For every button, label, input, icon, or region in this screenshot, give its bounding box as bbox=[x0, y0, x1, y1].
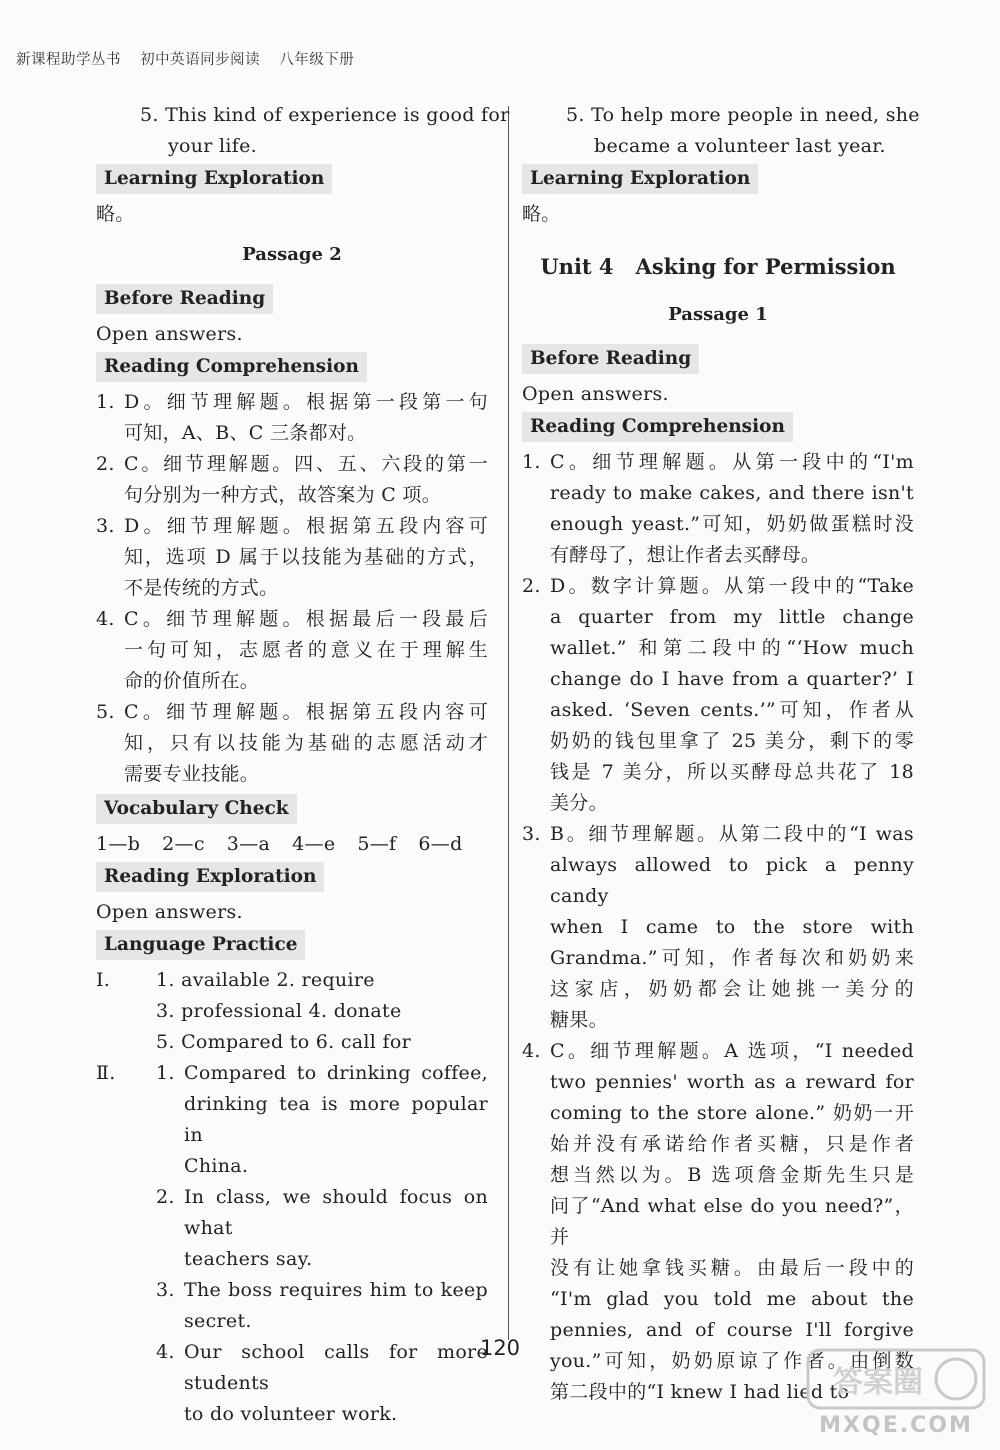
left-rc-line: C。细节理解题。四、五、六段的第一 bbox=[124, 453, 488, 475]
passage-title: Passage 2 bbox=[242, 244, 342, 265]
learning-exploration-text: 略。 bbox=[96, 203, 135, 225]
right-rc-line: enough yeast.”可知，奶奶做蛋糕时没 bbox=[550, 513, 914, 535]
left-rc-line: 不是传统的方式。 bbox=[124, 577, 279, 599]
lp-II-number: 3. bbox=[156, 1279, 175, 1301]
right-rc-body bbox=[550, 819, 914, 1036]
lp-II-number: 4. bbox=[156, 1341, 175, 1363]
column-divider bbox=[508, 106, 509, 1340]
lp-I-row bbox=[96, 965, 488, 996]
lp-I-row bbox=[96, 996, 488, 1027]
reading-comprehension-answers bbox=[96, 387, 488, 790]
lp-II-number: 1. bbox=[156, 1062, 175, 1084]
lp-I-text: 3. professional 4. donate bbox=[156, 1000, 402, 1022]
lp-II-line: teachers say. bbox=[184, 1248, 313, 1270]
before-reading-text: Open answers. bbox=[522, 383, 669, 405]
left-rc-line: 句分别为一种方式，故答案为 C 项。 bbox=[124, 484, 442, 506]
vocab-answer: 2—c bbox=[162, 833, 205, 855]
right-rc-line: coming to the store alone.” 奶奶一开 bbox=[550, 1102, 914, 1124]
lp-II-body bbox=[184, 1182, 488, 1275]
right-rc-number: 3. bbox=[522, 823, 541, 845]
unit-heading bbox=[522, 250, 914, 284]
lp-II-line: to do volunteer work. bbox=[184, 1403, 398, 1425]
left-rc-item bbox=[96, 449, 488, 511]
right-rc-line: always allowed to pick a penny candy bbox=[550, 854, 914, 907]
right-column bbox=[522, 100, 920, 1408]
left-rc-line: C。细节理解题。根据第五段内容可 bbox=[124, 701, 488, 723]
right-rc-line: you.”可知，奶奶原谅了作者。由倒数 bbox=[550, 1350, 914, 1372]
right-rc-item bbox=[522, 571, 914, 819]
right-rc-line: wallet.” 和第二段中的“‘How much bbox=[550, 637, 914, 659]
right-rc-line: when I came to the store with bbox=[550, 916, 914, 938]
right-rc-line: 糖果。 bbox=[550, 1009, 608, 1031]
left-rc-item bbox=[96, 511, 488, 604]
language-practice-label: Language Practice bbox=[96, 930, 305, 960]
reading-exploration-label: Reading Exploration bbox=[96, 862, 324, 892]
right-rc-line: “I'm glad you told me about the bbox=[550, 1288, 914, 1310]
right-rc-line: change do I have from a quarter?’ I bbox=[550, 668, 914, 690]
learning-exploration-label: Learning Exploration bbox=[96, 164, 332, 194]
before-reading-label: Before Reading bbox=[522, 344, 699, 374]
vocab-answer: 4—e bbox=[292, 833, 336, 855]
lp-I-text: 5. Compared to 6. call for bbox=[156, 1031, 411, 1053]
watermark-text: 答案圈 bbox=[833, 1365, 923, 1400]
left-rc-body bbox=[124, 511, 488, 604]
right-rc-number: 1. bbox=[522, 451, 541, 473]
right-rc-number: 2. bbox=[522, 575, 541, 597]
right-rc-line: 第二段中的“I knew I had lied to bbox=[550, 1381, 850, 1403]
right-rc-number: 4. bbox=[522, 1040, 541, 1062]
right-rc-line: C。细节理解题。A 选项，“I needed bbox=[550, 1040, 914, 1062]
left-rc-line: 知，选项 D 属于以技能为基础的方式， bbox=[124, 546, 488, 568]
left-rc-line: D。细节理解题。根据第五段内容可 bbox=[124, 515, 488, 537]
left-rc-item bbox=[96, 604, 488, 697]
left-rc-body bbox=[124, 387, 488, 449]
lp-I-text: 1. available 2. require bbox=[156, 969, 375, 991]
right-rc-line: 奶奶的钱包里拿了 25 美分，剩下的零 bbox=[550, 730, 914, 752]
left-item-5-line-1: 5. This kind of experience is good for bbox=[140, 104, 510, 126]
vocab-answer: 5—f bbox=[357, 833, 397, 855]
right-item-5-line-1: 5. To help more people in need, she bbox=[566, 104, 920, 126]
right-item-5-line-2: became a volunteer last year. bbox=[594, 135, 886, 157]
unit-title: Asking for Permission bbox=[635, 254, 896, 279]
running-header bbox=[16, 48, 368, 69]
left-rc-line: 知，只有以技能为基础的志愿活动才 bbox=[124, 732, 488, 754]
left-rc-item bbox=[96, 387, 488, 449]
unit-number: Unit 4 bbox=[540, 254, 614, 279]
vocabulary-check-label: Vocabulary Check bbox=[96, 794, 297, 824]
right-rc-line: 钱是 7 美分，所以买酵母总共花了 18 bbox=[550, 761, 914, 783]
watermark-url: MXQE.COM bbox=[819, 1413, 973, 1438]
vocab-answer: 3—a bbox=[226, 833, 271, 855]
left-rc-line: C。细节理解题。根据最后一段最后 bbox=[124, 608, 488, 630]
lp-II-line: The boss requires him to keep bbox=[184, 1279, 488, 1301]
right-rc-body bbox=[550, 571, 914, 819]
left-rc-line: 需要专业技能。 bbox=[124, 763, 260, 785]
left-rc-number: 5. bbox=[96, 701, 115, 723]
lp-II-item bbox=[96, 1182, 488, 1275]
right-rc-item bbox=[522, 819, 914, 1036]
left-rc-item bbox=[96, 697, 488, 790]
watermark-logo bbox=[806, 1348, 986, 1440]
right-rc-line: pennies, and of course I'll forgive bbox=[550, 1319, 914, 1341]
right-rc-line: Grandma.”可知，作者每次和奶奶来 bbox=[550, 947, 914, 969]
right-rc-line: ready to make cakes, and there isn't bbox=[550, 482, 914, 504]
learning-exploration-text: 略。 bbox=[522, 203, 561, 225]
left-rc-number: 3. bbox=[96, 515, 115, 537]
language-practice-part-2 bbox=[96, 1058, 488, 1430]
before-reading-label: Before Reading bbox=[96, 284, 273, 314]
reading-comprehension-label: Reading Comprehension bbox=[522, 412, 793, 442]
right-rc-line: 始并没有承诺给作者买糖，只是作者 bbox=[550, 1133, 914, 1155]
before-reading-text: Open answers. bbox=[96, 323, 243, 345]
right-rc-line: D。数字计算题。从第一段中的“Take bbox=[550, 575, 914, 597]
lp-II-line: secret. bbox=[184, 1310, 252, 1332]
vocabulary-answers bbox=[96, 829, 488, 860]
roman-numeral bbox=[96, 996, 156, 1027]
left-rc-body bbox=[124, 697, 488, 790]
right-rc-line: a quarter from my little change bbox=[550, 606, 914, 628]
right-rc-body bbox=[550, 447, 914, 571]
lp-II-line: drinking tea is more popular in bbox=[184, 1093, 488, 1146]
right-rc-line: 美分。 bbox=[550, 792, 608, 814]
left-rc-number: 2. bbox=[96, 453, 115, 475]
series-name: 新课程助学丛书 bbox=[16, 52, 121, 68]
left-rc-line: 命的价值所在。 bbox=[124, 670, 260, 692]
right-rc-line: 这家店，奶奶都会让她挑一美分的 bbox=[550, 978, 914, 1000]
roman-numeral bbox=[96, 1182, 156, 1275]
right-rc-item bbox=[522, 447, 914, 571]
learning-exploration-label: Learning Exploration bbox=[522, 164, 758, 194]
left-rc-number: 4. bbox=[96, 608, 115, 630]
lp-II-line: Our school calls for more students bbox=[184, 1341, 488, 1394]
left-rc-body bbox=[124, 604, 488, 697]
lp-II-line: China. bbox=[184, 1155, 249, 1177]
vocab-answer: 6—d bbox=[418, 833, 463, 855]
left-rc-line: 一句可知，志愿者的意义在于理解生 bbox=[124, 639, 488, 661]
right-rc-line: B。细节理解题。从第二段中的“I was bbox=[550, 823, 914, 845]
right-rc-line: two pennies' worth as a reward for bbox=[550, 1071, 914, 1093]
roman-numeral bbox=[96, 1027, 156, 1058]
lp-II-number: 2. bbox=[156, 1186, 175, 1208]
left-rc-line: D。细节理解题。根据第一段第一句 bbox=[124, 391, 488, 413]
reading-comprehension-answers bbox=[522, 447, 914, 1408]
right-rc-line: 问了“And what else do you need?”，并 bbox=[550, 1195, 914, 1248]
roman-numeral: Ⅰ. bbox=[96, 969, 111, 991]
lp-II-body bbox=[184, 1275, 488, 1337]
lp-II-item bbox=[96, 1058, 488, 1182]
right-rc-line: 想当然以为。B 选项詹金斯先生只是 bbox=[550, 1164, 914, 1186]
vocab-answer: 1—b bbox=[96, 833, 141, 855]
lp-II-item bbox=[96, 1275, 488, 1337]
left-item-5-line-2: your life. bbox=[168, 135, 258, 157]
right-rc-line: asked. ‘Seven cents.’”可知，作者从 bbox=[550, 699, 914, 721]
left-rc-number: 1. bbox=[96, 391, 115, 413]
reading-exploration-text: Open answers. bbox=[96, 901, 243, 923]
right-rc-line: 有酵母了，想让作者去买酵母。 bbox=[550, 544, 821, 566]
lp-II-line: Compared to drinking coffee, bbox=[184, 1062, 488, 1084]
right-rc-line: C。细节理解题。从第一段中的“I'm bbox=[550, 451, 914, 473]
roman-numeral: Ⅱ. bbox=[96, 1062, 116, 1084]
book-name: 初中英语同步阅读 bbox=[140, 52, 261, 68]
roman-numeral bbox=[96, 1275, 156, 1337]
reading-comprehension-label: Reading Comprehension bbox=[96, 352, 367, 382]
lp-I-row bbox=[96, 1027, 488, 1058]
left-rc-line: 可知，A、B、C 三条都对。 bbox=[124, 422, 367, 444]
lp-II-line: In class, we should focus on what bbox=[184, 1186, 488, 1239]
page-number: 120 bbox=[479, 1336, 521, 1360]
lp-II-body bbox=[184, 1058, 488, 1182]
left-rc-body bbox=[124, 449, 488, 511]
language-practice-part-1 bbox=[96, 965, 488, 1058]
right-rc-line: 没有让她拿钱买糖。由最后一段中的 bbox=[550, 1257, 914, 1279]
passage-title: Passage 1 bbox=[668, 304, 768, 325]
grade-name: 八年级下册 bbox=[279, 52, 355, 68]
